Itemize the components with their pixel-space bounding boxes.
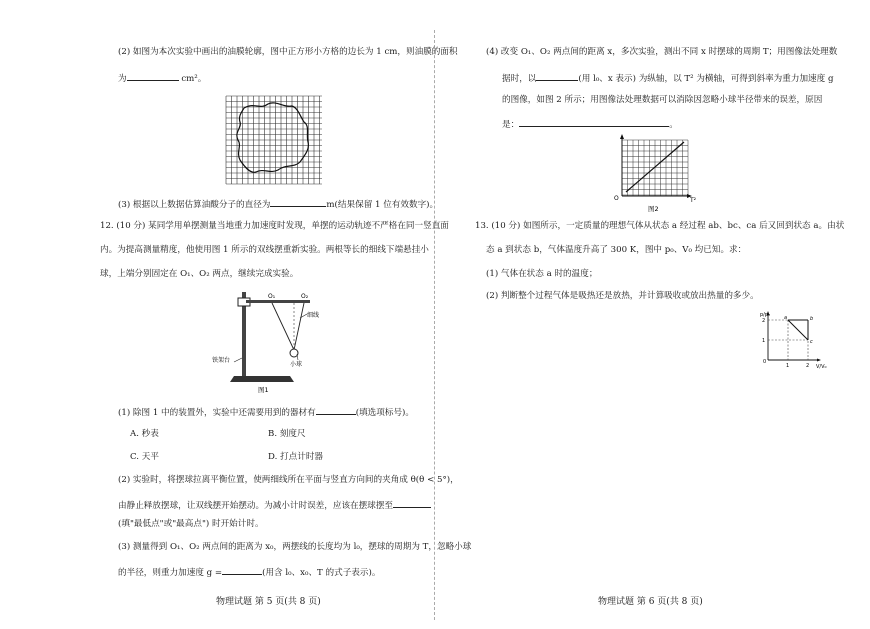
q12-line2: 内。为提高测量精度，他使用图 1 所示的双线摆重新实验。两根等长的细线下端悬挂小: [100, 245, 429, 255]
pv-origin: 0: [763, 359, 767, 365]
pv-label-b: b: [810, 316, 814, 322]
pv-tick-x1: 1: [786, 363, 790, 369]
figure-2-graph: [612, 130, 700, 214]
pv-axis-x: V/V₀: [816, 364, 827, 370]
q12-2-line1: (2) 实验时，将摆球拉离平衡位置，使两细线所在平面与竖直方向间的夹角成 θ(θ < 5°)，: [118, 475, 459, 485]
q12-2-line3: (填"最低点"或"最高点") 时开始计时。: [118, 519, 264, 529]
pv-diagram: [758, 310, 832, 372]
answer-blank[interactable]: [127, 70, 179, 81]
q12-line3: 球，上端分别固定在 O₁、O₂ 两点，继续完成实验。: [100, 269, 299, 279]
pendulum-ball: [290, 349, 298, 357]
pv-tick-y1: 1: [762, 338, 766, 344]
column-divider: [434, 30, 435, 620]
q13-line2: 态 a 到状态 b，气体温度升高了 300 K，图中 p₀、V₀ 均已知。求：: [486, 245, 747, 255]
answer-blank[interactable]: [393, 497, 431, 508]
pv-tick-y2: 2: [762, 318, 766, 324]
fig2-origin: O: [614, 195, 619, 202]
horizontal-bar: [246, 300, 310, 303]
footer-right: 物理试题 第 6 页(共 8 页): [598, 597, 703, 607]
label-string: 细线: [307, 312, 320, 319]
option-c: C. 天平: [130, 452, 159, 462]
fig2-axis-x: T²: [690, 197, 697, 204]
answer-blank[interactable]: [270, 196, 326, 207]
fig1-caption: 图1: [258, 386, 269, 394]
option-d: D. 打点计时器: [268, 452, 324, 462]
answer-blank[interactable]: [222, 564, 262, 575]
pv-tick-x2: 2: [806, 363, 810, 369]
q13-sub1: (1) 气体在状态 a 时的温度；: [486, 269, 598, 279]
answer-blank[interactable]: [316, 404, 356, 415]
q12-4-line2: 据时，以 (用 l₀、x 表示) 为纵轴，以 T² 为横轴，可得到斜率为重力加速度 g: [502, 70, 833, 85]
q12-3-line1: (3) 测量得到 O₁、O₂ 两点间的距离为 x₀，两摆线的长度均为 l₀，摆球的周期为 T，忽略小球: [118, 542, 472, 552]
pendulum-apparatus-figure: [210, 288, 330, 396]
label-stand: 铁架台: [212, 357, 231, 364]
label-ball: 小球: [290, 361, 303, 368]
label-o2: O₂: [301, 293, 309, 300]
q13-line1: 13. (10 分) 如图所示，一定质量的理想气体从状态 a 经过程 ab、bc、ca 后又回到状态 a。由状: [475, 221, 845, 231]
q12-4-line3: 的图像，如图 2 所示；用图像法处理数据可以消除因忽略小球半径带来的误差，原因: [502, 95, 823, 105]
answer-blank[interactable]: [536, 70, 578, 81]
fig2-caption: 图2: [648, 205, 659, 213]
q12-1-line: (1) 除图 1 中的装置外，实验中还需要用到的器材有 (填选项标号)。: [118, 404, 414, 419]
q3-oil-line: (3) 根据以上数据估算油酸分子的直径为 m(结果保留 1 位有效数字)。: [118, 196, 438, 211]
pv-label-a: a: [784, 315, 788, 321]
q12-4-line4: 是： 。: [502, 116, 678, 131]
q2-oil-line2: 为 cm²。: [118, 70, 206, 85]
footer-left: 物理试题 第 5 页(共 8 页): [216, 597, 321, 607]
q2-oil-line1: (2) 如图为本次实验中画出的油膜轮廓，图中正方形小方格的边长为 1 cm，则油膜的面积: [118, 47, 458, 57]
q12-3-line2: 的半径，则重力加速度 g = (用含 l₀、x₀、T 的式子表示)。: [118, 564, 380, 579]
answer-blank[interactable]: [519, 116, 669, 127]
q13-sub2: (2) 判断整个过程气体是吸热还是放热，并计算吸收或放出热量的多少。: [486, 291, 759, 301]
q12-2-line2: 由静止释放摆球，让双线摆开始摆动。为减小计时误差，应该在摆球摆至: [118, 497, 431, 512]
stand-base: [230, 376, 294, 382]
pv-label-c: c: [810, 339, 813, 345]
q12-4-line1: (4) 改变 O₁、O₂ 两点间的距离 x，多次实验，测出不同 x 时摆球的周期 T；用图像法处理数: [486, 47, 838, 57]
label-o1: O₁: [268, 293, 276, 300]
pv-axis-y: p/p₀: [760, 312, 771, 318]
option-a: A. 秒表: [130, 429, 159, 439]
q12-line1: 12. (10 分) 某同学用单摆测量当地重力加速度时发现，单摆的运动轨迹不严格在同一竖直面: [100, 221, 449, 231]
option-b: B. 刻度尺: [268, 429, 306, 439]
oil-film-grid-figure: [224, 94, 324, 186]
